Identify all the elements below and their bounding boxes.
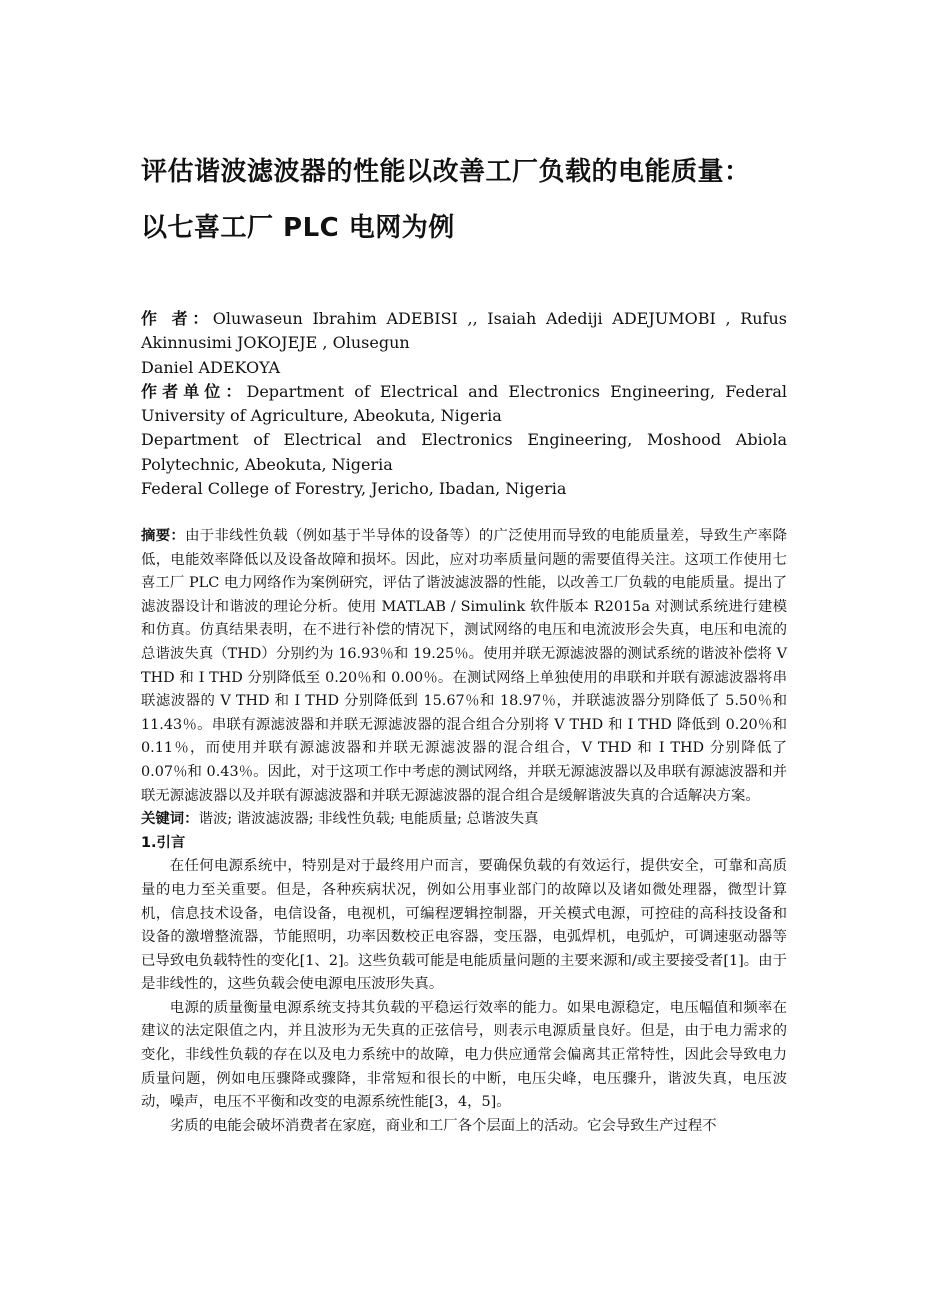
abstract-block <box>141 525 787 1138</box>
keywords-label: 关键词： <box>141 811 199 828</box>
abstract-label: 摘要： <box>141 528 186 544</box>
keywords-text: 谐波; 谐波滤波器; 非线性负载; 电能质量; 总谐波失真 <box>198 811 539 828</box>
affiliation-1-text: Department of Electrical and Electronics Engineering, Federal University of Agriculture, Abeokuta, Nigeria <box>141 381 787 426</box>
authors-line-2: Daniel ADEKOYA <box>141 357 281 377</box>
abstract-paragraph <box>141 525 787 808</box>
affiliation-2: Department of Electrical and Electronics Engineering, Moshood Abiola Polytechnic, Abeokuta, Nigeria <box>141 430 787 474</box>
affiliation-3: Federal College of Forestry, Jericho, Ibadan, Nigeria <box>141 479 567 499</box>
authors-label: 作 者： <box>141 309 213 328</box>
affiliation-1 <box>141 380 787 429</box>
section-heading: 1.引言 <box>141 834 186 851</box>
authors-text: Oluwaseun Ibrahim ADEBISI ,, Isaiah Adediji ADEJUMOBI , Rufus Akinnusimi JOKOJEJE , Olusegun <box>141 309 787 353</box>
body-paragraph-1: 在任何电源系统中，特别是对于最终用户而言，要确保负载的有效运行，提供安全，可靠和高质量的电力至关重要。但是，各种疾病状况，例如公用事业部门的故障以及诸如微处理器，微型计算机，信息技术设备，电信设备，电视机，可编程逻辑控制器，开关模式电源，可控硅的高科技设备和设备的激增整流器，节能照明，功率因数校正电容器，变压器，电弧焊机，电弧炉，可调速驱动器等已导致电负载特性的变化[1、2]。这些负载可能是电能质量问题的主要来源和/或主要接受者[1]。由于是非线性的，这些负载会使电源电压波形失真。 <box>141 858 787 993</box>
keywords-line <box>141 808 787 832</box>
abstract-text: 由于非线性负载（例如基于半导体的设备等）的广泛使用而导致的电能质量差，导致生产率降低，电能效率降低以及设备故障和损坏。因此，应对功率质量问题的需要值得关注。这项工作使用七喜工厂 PLC 电力网络作为案例研究，评估了谐波滤波器的性能，以改善工厂负载的电能质量。提出了滤波器设计和谐波的理论分析。使用 MATLAB / Simulink 软件版本 R2015a 对测试系统进行建模和仿真。仿真结果表明，在不进行补偿的情况下，测试网络的电压和电流波形会失真，电压和电流的总谐波失真（THD）分别约为 16.93％和 19.25％。使用并联无源滤波器的测试系统的谐波补偿将 V THD 和 I THD 分别降低至 0.20％和 0.00％。在测试网络上单独使用的串联和并联有源滤波器将串联滤波器的 V THD 和 I THD 分别降低到 15.67％和 18.97％，并联滤波器分别降低了 5.50％和 11.43％。串联有源滤波器和并联无源滤波器的混合组合分别将 V THD 和 I THD 降低到 0.20％和 0.11％，而使用并联有源滤波器和并联无源滤波器的混合组合，V THD 和 I THD 分别降低了 0.07％和 0.43％。因此，对于这项工作中考虑的测试网络，并联无源滤波器以及串联有源滤波器和并联无源滤波器以及并联有源滤波器和并联无源滤波器的混合组合是缓解谐波失真的合适解决方案。 <box>141 528 787 804</box>
affiliations-label: 作者单位： <box>141 381 247 401</box>
paper-title-line-1: 评估谐波滤波器的性能以改善工厂负载的电能质量： <box>141 157 751 187</box>
author-block <box>141 307 787 501</box>
paper-title-line-2: 以七喜工厂 PLC 电网为例 <box>141 213 455 243</box>
body-paragraph-2: 电源的质量衡量电源系统支持其负载的平稳运行效率的能力。如果电源稳定，电压幅值和频率在建议的法定限值之内，并且波形为无失真的正弦信号，则表示电源质量良好。但是，由于电力需求的变化，非线性负载的存在以及电力系统中的故障，电力供应通常会偏离其正常特性，因此会导致电力质量问题，例如电压骤降或骤降，非常短和很长的中断，电压尖峰，电压骤升，谐波失真，电压波动，噪声，电压不平衡和改变的电源系统性能[3，4，5]。 <box>141 999 787 1111</box>
body-paragraph-3: 劣质的电能会破坏消费者在家庭，商业和工厂各个层面上的活动。它会导致生产过程不 <box>169 1117 717 1134</box>
authors-line <box>141 307 787 356</box>
